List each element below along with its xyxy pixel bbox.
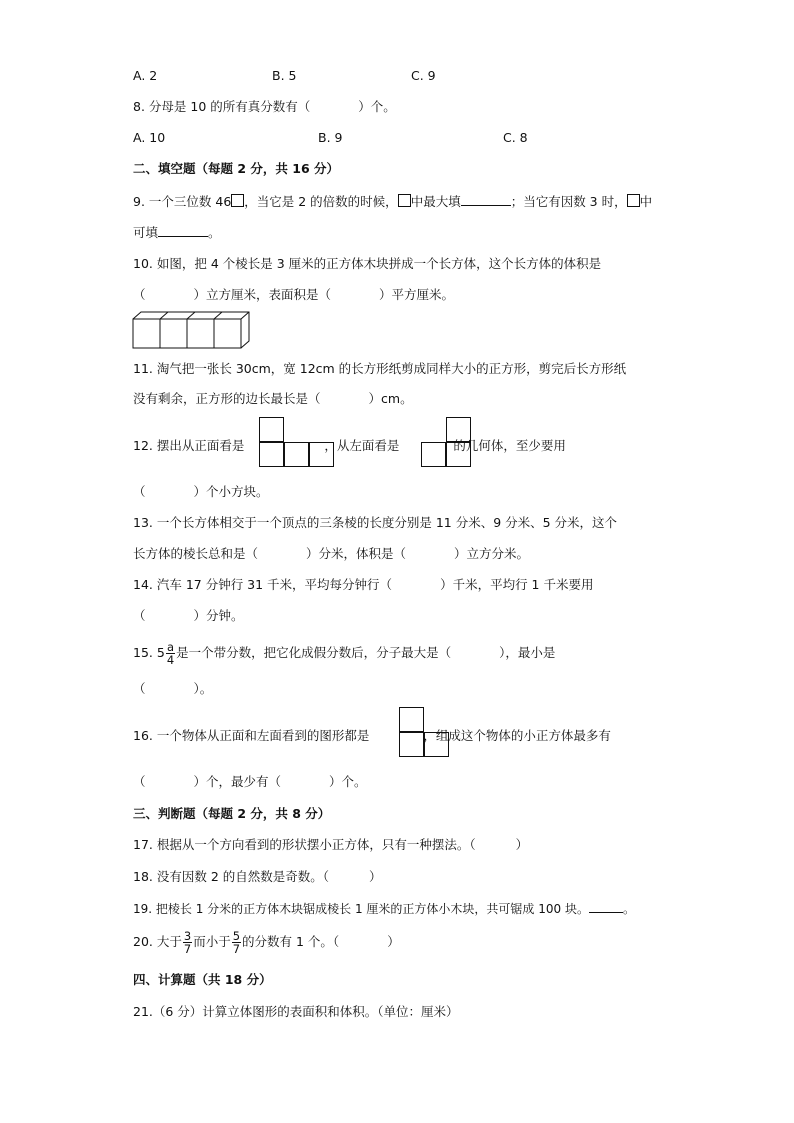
q19-text: 19. 把棱长 1 分米的正方体木块锯成棱长 1 厘米的正方体小木块，共可锯成 100 块。 xyxy=(133,902,589,916)
q17-end: ） xyxy=(515,837,529,852)
q10-open: （ xyxy=(133,287,146,302)
q20-end: ） xyxy=(387,934,400,949)
box-icon xyxy=(627,194,640,207)
q19-end: 。 xyxy=(622,902,635,916)
q8-text: 8. 分母是 10 的所有真分数有（ xyxy=(133,99,311,114)
question-8 xyxy=(133,99,396,115)
q8-option-c: C. 8 xyxy=(503,130,528,145)
question-21: 21.（6 分）计算立体图形的表面积和体积。（单位：厘米） xyxy=(133,1004,459,1019)
q9-part2: ，当它是 2 的倍数的时候， xyxy=(244,194,398,209)
q15-fraction xyxy=(166,641,175,666)
q15-frac-num: a xyxy=(166,640,175,654)
q12-part1: 12. 摆出从正面看是 xyxy=(133,438,245,453)
q10-end: ）平方厘米。 xyxy=(379,287,455,302)
option-c: C. 9 xyxy=(411,68,436,83)
question-18 xyxy=(133,869,382,885)
q13-line2a: 长方体的棱长总和是（ xyxy=(133,546,259,561)
cuboid-figure xyxy=(132,311,250,349)
q17-text: 17. 根据从一个方向看到的形状摆小正方体，只有一种摆法。（ xyxy=(133,837,476,852)
left-view-figure xyxy=(421,417,475,469)
front-view-figure xyxy=(259,417,339,469)
question-12-line2 xyxy=(133,484,269,500)
view-figure xyxy=(399,707,453,759)
q8-close: ）个。 xyxy=(358,99,396,114)
q16-end: ）个。 xyxy=(329,774,367,789)
q11-line2a: 没有剩余，正方形的边长最长是（ xyxy=(133,391,321,406)
q15-part2: ），最小是 xyxy=(499,645,556,660)
q13-line2c: ）立方分米。 xyxy=(454,546,530,561)
question-11-line2 xyxy=(133,391,413,407)
answer-blank[interactable] xyxy=(158,224,208,237)
q12-part3: 的几何体，至少要用 xyxy=(453,438,566,453)
q15-end: ）。 xyxy=(193,681,213,696)
q10-mid: ）立方厘米，表面积是（ xyxy=(193,287,332,302)
q15-num: 15. xyxy=(133,645,153,660)
question-9 xyxy=(133,193,652,210)
question-19 xyxy=(133,900,635,917)
q12-open: （ xyxy=(133,484,146,499)
q9-end: 。 xyxy=(208,225,221,240)
box-icon xyxy=(231,194,244,207)
q16-part2: ，组成这个物体的小正方体最多有 xyxy=(423,728,611,743)
question-20 xyxy=(133,927,400,957)
q15-frac-den: 4 xyxy=(166,653,175,667)
q14-end: ）分钟。 xyxy=(193,608,244,623)
section-4-heading: 四、计算题（共 18 分） xyxy=(133,972,272,987)
question-10: 10. 如图，把 4 个棱长是 3 厘米的正方体木块拼成一个长方体，这个长方体的体积是 xyxy=(133,256,602,271)
q9-part4: ；当它有因数 3 时， xyxy=(510,194,627,209)
question-13-line2 xyxy=(133,546,529,562)
question-17 xyxy=(133,837,528,853)
q20-f2-num: 5 xyxy=(232,929,241,943)
section-2-heading: 二、填空题（每题 2 分，共 16 分） xyxy=(133,161,340,176)
question-15 xyxy=(133,638,555,668)
q11-line2b: ）cm。 xyxy=(368,391,413,406)
box-icon xyxy=(398,194,411,207)
option-a: A. 2 xyxy=(133,68,158,83)
q14-open: （ xyxy=(133,608,146,623)
q14-line1b: ）千米，平均行 1 千米要用 xyxy=(440,577,594,592)
q18-end: ） xyxy=(369,869,382,884)
q20-part2: 而小于 xyxy=(193,934,231,949)
q16-open: （ xyxy=(133,774,146,789)
section-3-heading: 三、判断题（每题 2 分，共 8 分） xyxy=(133,806,331,821)
q15-whole: 5 xyxy=(156,645,165,660)
q9-line2: 可填 xyxy=(133,225,159,240)
q12-end: ）个小方块。 xyxy=(193,484,269,499)
q16-part1: 16. 一个物体从正面和左面看到的图形都是 xyxy=(133,728,370,743)
q15-part1: 是一个带分数，把它化成假分数后，分子最大是（ xyxy=(176,645,452,660)
question-9-line2 xyxy=(133,224,221,241)
q9-part1: 9. 一个三位数 46 xyxy=(133,194,232,209)
q20-f1-num: 3 xyxy=(183,929,192,943)
answer-blank[interactable] xyxy=(461,193,511,206)
q20-fraction-1 xyxy=(183,930,192,955)
question-11: 11. 淘气把一张长 30cm，宽 12cm 的长方形纸剪成同样大小的正方形，剪完后长方形纸 xyxy=(133,361,627,376)
q20-part3: 的分数有 1 个。（ xyxy=(242,934,340,949)
q8-option-a: A. 10 xyxy=(133,130,166,145)
q16-mid: ）个，最少有（ xyxy=(193,774,282,789)
q20-f2-den: 7 xyxy=(232,942,241,956)
q12-part2: ，从左面看是 xyxy=(324,438,400,453)
q9-part3: 中最大填 xyxy=(410,194,461,209)
question-14-line2 xyxy=(133,608,244,624)
question-12 xyxy=(133,438,566,454)
q14-line1a: 14. 汽车 17 分钟行 31 千米，平均每分钟行（ xyxy=(133,577,393,592)
q13-line2b: ）分米，体积是（ xyxy=(306,546,407,561)
q8-option-b: B. 9 xyxy=(318,130,343,145)
question-10-line2 xyxy=(133,287,454,303)
answer-blank[interactable] xyxy=(589,900,623,913)
question-16-line2 xyxy=(133,774,367,790)
q18-text: 18. 没有因数 2 的自然数是奇数。（ xyxy=(133,869,330,884)
q20-fraction-2 xyxy=(232,930,241,955)
question-15-line2 xyxy=(133,681,212,697)
question-13: 13. 一个长方体相交于一个顶点的三条棱的长度分别是 11 分米、9 分米、5 分米，这个 xyxy=(133,515,618,530)
q15-open: （ xyxy=(133,681,146,696)
question-14 xyxy=(133,577,593,593)
q20-part1: 20. 大于 xyxy=(133,934,182,949)
option-b: B. 5 xyxy=(272,68,297,83)
question-16 xyxy=(133,728,611,744)
q9-part5: 中 xyxy=(639,194,653,209)
q20-f1-den: 7 xyxy=(183,942,192,956)
